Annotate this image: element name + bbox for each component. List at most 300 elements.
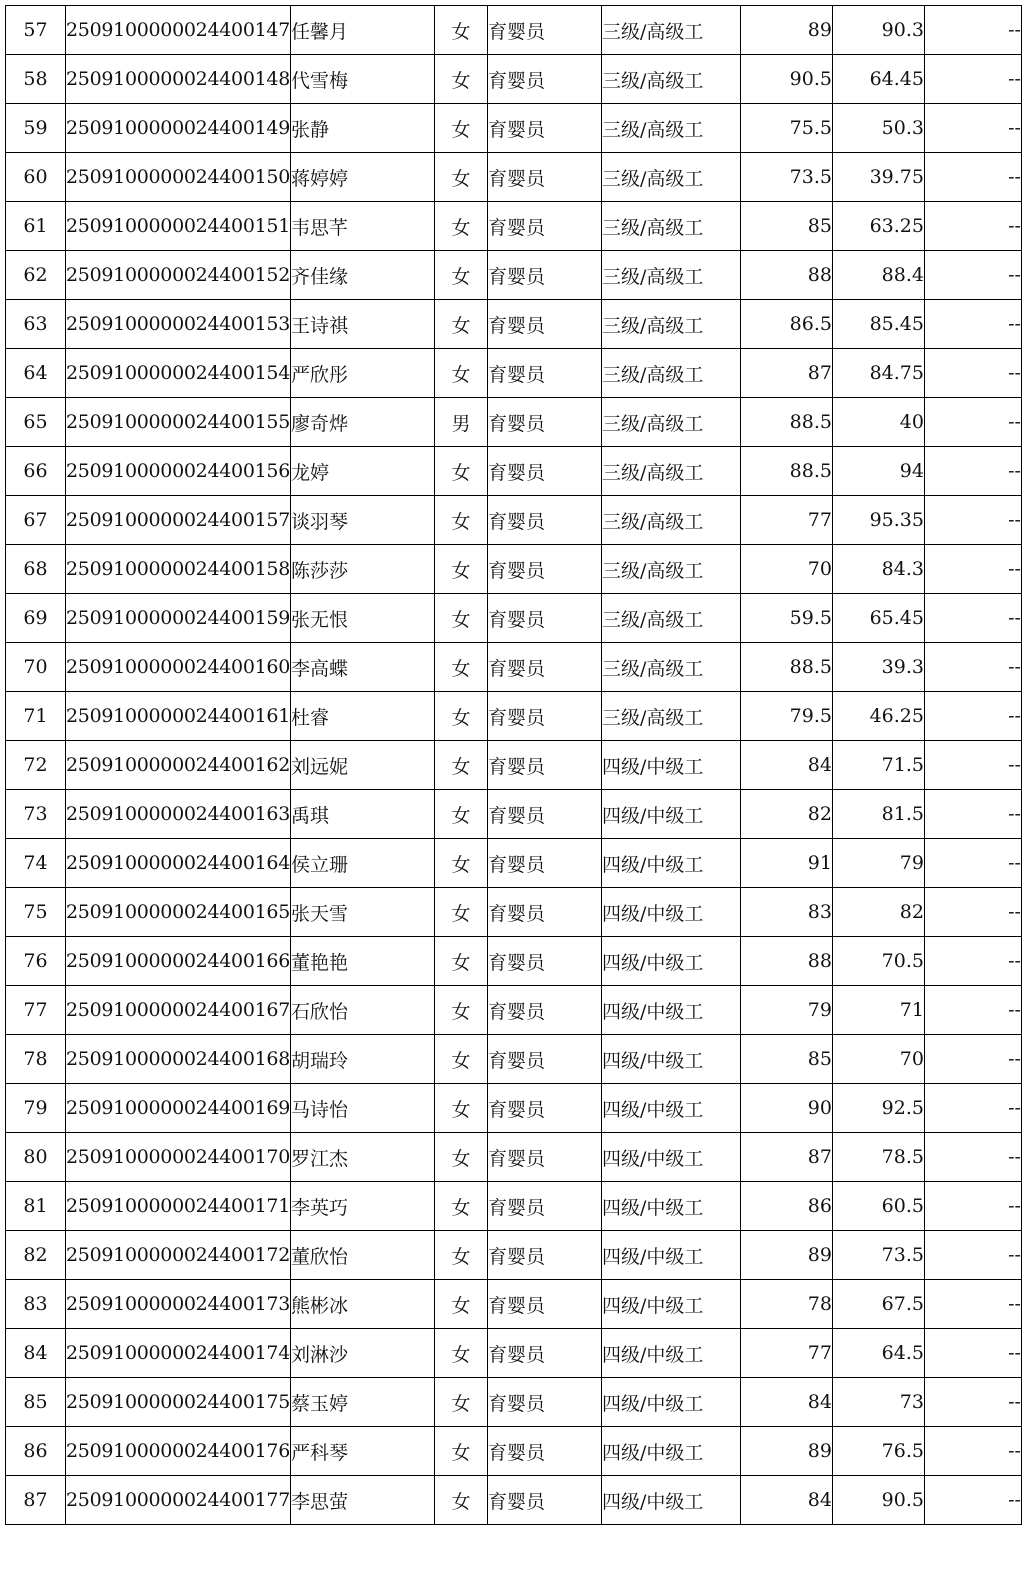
- level-cell: 三级/高级工: [601, 594, 740, 643]
- result-cell: --: [924, 6, 1021, 55]
- gender-cell: 女: [434, 1182, 487, 1231]
- result-cell: --: [924, 1427, 1021, 1476]
- occupation-cell: 育婴员: [487, 1133, 601, 1182]
- occupation-cell: 育婴员: [487, 349, 601, 398]
- skill-score-cell: 70: [832, 1035, 924, 1084]
- level-cell: 四级/中级工: [601, 1329, 740, 1378]
- occupation-cell: 育婴员: [487, 545, 601, 594]
- occupation-cell: 育婴员: [487, 594, 601, 643]
- skill-score-cell: 84.75: [832, 349, 924, 398]
- skill-score-cell: 78.5: [832, 1133, 924, 1182]
- row-number-cell: 75: [6, 888, 66, 937]
- occupation-cell: 育婴员: [487, 1035, 601, 1084]
- row-number-cell: 69: [6, 594, 66, 643]
- row-number-cell: 79: [6, 1084, 66, 1133]
- result-cell: --: [924, 398, 1021, 447]
- table-row: [6, 398, 1022, 447]
- certificate-number-cell: 2509100000024400166: [66, 937, 291, 986]
- table-row: [6, 643, 1022, 692]
- skill-score-cell: 65.45: [832, 594, 924, 643]
- certificate-number-cell: 2509100000024400156: [66, 447, 291, 496]
- occupation-cell: 育婴员: [487, 790, 601, 839]
- occupation-cell: 育婴员: [487, 1476, 601, 1525]
- name-cell: 严欣彤: [290, 349, 434, 398]
- occupation-cell: 育婴员: [487, 1329, 601, 1378]
- skill-score-cell: 90.5: [832, 1476, 924, 1525]
- level-cell: 四级/中级工: [601, 888, 740, 937]
- result-cell: --: [924, 1378, 1021, 1427]
- certificate-number-cell: 2509100000024400149: [66, 104, 291, 153]
- gender-cell: 女: [434, 937, 487, 986]
- table-row: [6, 104, 1022, 153]
- table-row: [6, 692, 1022, 741]
- name-cell: 王诗祺: [290, 300, 434, 349]
- gender-cell: 女: [434, 104, 487, 153]
- gender-cell: 女: [434, 1133, 487, 1182]
- theory-score-cell: 89: [740, 6, 832, 55]
- name-cell: 熊彬冰: [290, 1280, 434, 1329]
- row-number-cell: 58: [6, 55, 66, 104]
- theory-score-cell: 88.5: [740, 398, 832, 447]
- level-cell: 三级/高级工: [601, 55, 740, 104]
- theory-score-cell: 87: [740, 1133, 832, 1182]
- table-row: [6, 1329, 1022, 1378]
- skill-score-cell: 60.5: [832, 1182, 924, 1231]
- theory-score-cell: 85: [740, 1035, 832, 1084]
- gender-cell: 女: [434, 1084, 487, 1133]
- theory-score-cell: 88: [740, 937, 832, 986]
- certificate-number-cell: 2509100000024400154: [66, 349, 291, 398]
- row-number-cell: 84: [6, 1329, 66, 1378]
- row-number-cell: 71: [6, 692, 66, 741]
- row-number-cell: 83: [6, 1280, 66, 1329]
- certificate-number-cell: 2509100000024400155: [66, 398, 291, 447]
- occupation-cell: 育婴员: [487, 398, 601, 447]
- gender-cell: 女: [434, 692, 487, 741]
- name-cell: 严科琴: [290, 1427, 434, 1476]
- skill-score-cell: 64.45: [832, 55, 924, 104]
- result-cell: --: [924, 1476, 1021, 1525]
- result-cell: --: [924, 55, 1021, 104]
- row-number-cell: 64: [6, 349, 66, 398]
- table-row: [6, 251, 1022, 300]
- gender-cell: 女: [434, 202, 487, 251]
- row-number-cell: 59: [6, 104, 66, 153]
- gender-cell: 女: [434, 55, 487, 104]
- skill-score-cell: 85.45: [832, 300, 924, 349]
- skill-score-cell: 88.4: [832, 251, 924, 300]
- name-cell: 杜睿: [290, 692, 434, 741]
- gender-cell: 女: [434, 545, 487, 594]
- result-cell: --: [924, 1329, 1021, 1378]
- gender-cell: 女: [434, 447, 487, 496]
- row-number-cell: 76: [6, 937, 66, 986]
- level-cell: 四级/中级工: [601, 1231, 740, 1280]
- name-cell: 董艳艳: [290, 937, 434, 986]
- name-cell: 禹琪: [290, 790, 434, 839]
- theory-score-cell: 79.5: [740, 692, 832, 741]
- gender-cell: 女: [434, 1427, 487, 1476]
- skill-score-cell: 79: [832, 839, 924, 888]
- skill-score-cell: 70.5: [832, 937, 924, 986]
- gender-cell: 女: [434, 839, 487, 888]
- row-number-cell: 78: [6, 1035, 66, 1084]
- result-cell: --: [924, 202, 1021, 251]
- gender-cell: 男: [434, 398, 487, 447]
- certificate-number-cell: 2509100000024400148: [66, 55, 291, 104]
- row-number-cell: 85: [6, 1378, 66, 1427]
- name-cell: 李思萤: [290, 1476, 434, 1525]
- result-cell: --: [924, 1035, 1021, 1084]
- occupation-cell: 育婴员: [487, 1231, 601, 1280]
- results-table-body: [6, 6, 1022, 1525]
- occupation-cell: 育婴员: [487, 55, 601, 104]
- gender-cell: 女: [434, 153, 487, 202]
- level-cell: 四级/中级工: [601, 1035, 740, 1084]
- table-row: [6, 1035, 1022, 1084]
- row-number-cell: 72: [6, 741, 66, 790]
- name-cell: 罗江杰: [290, 1133, 434, 1182]
- certificate-number-cell: 2509100000024400159: [66, 594, 291, 643]
- certificate-number-cell: 2509100000024400173: [66, 1280, 291, 1329]
- result-cell: --: [924, 839, 1021, 888]
- table-row: [6, 300, 1022, 349]
- occupation-cell: 育婴员: [487, 692, 601, 741]
- skill-score-cell: 40: [832, 398, 924, 447]
- row-number-cell: 80: [6, 1133, 66, 1182]
- theory-score-cell: 88.5: [740, 643, 832, 692]
- level-cell: 三级/高级工: [601, 447, 740, 496]
- result-cell: --: [924, 643, 1021, 692]
- table-row: [6, 1476, 1022, 1525]
- result-cell: --: [924, 692, 1021, 741]
- result-cell: --: [924, 545, 1021, 594]
- row-number-cell: 87: [6, 1476, 66, 1525]
- level-cell: 三级/高级工: [601, 251, 740, 300]
- certificate-number-cell: 2509100000024400151: [66, 202, 291, 251]
- name-cell: 刘远妮: [290, 741, 434, 790]
- skill-score-cell: 71.5: [832, 741, 924, 790]
- table-row: [6, 1231, 1022, 1280]
- occupation-cell: 育婴员: [487, 496, 601, 545]
- skill-score-cell: 46.25: [832, 692, 924, 741]
- skill-score-cell: 63.25: [832, 202, 924, 251]
- theory-score-cell: 82: [740, 790, 832, 839]
- level-cell: 三级/高级工: [601, 202, 740, 251]
- table-row: [6, 1378, 1022, 1427]
- skill-score-cell: 50.3: [832, 104, 924, 153]
- row-number-cell: 57: [6, 6, 66, 55]
- row-number-cell: 86: [6, 1427, 66, 1476]
- result-cell: --: [924, 251, 1021, 300]
- theory-score-cell: 88: [740, 251, 832, 300]
- certificate-number-cell: 2509100000024400150: [66, 153, 291, 202]
- row-number-cell: 67: [6, 496, 66, 545]
- table-row: [6, 790, 1022, 839]
- certificate-number-cell: 2509100000024400157: [66, 496, 291, 545]
- skill-score-cell: 94: [832, 447, 924, 496]
- gender-cell: 女: [434, 1280, 487, 1329]
- table-row: [6, 496, 1022, 545]
- table-row: [6, 937, 1022, 986]
- level-cell: 三级/高级工: [601, 496, 740, 545]
- row-number-cell: 70: [6, 643, 66, 692]
- occupation-cell: 育婴员: [487, 1084, 601, 1133]
- level-cell: 三级/高级工: [601, 643, 740, 692]
- row-number-cell: 60: [6, 153, 66, 202]
- theory-score-cell: 78: [740, 1280, 832, 1329]
- name-cell: 张天雪: [290, 888, 434, 937]
- occupation-cell: 育婴员: [487, 1182, 601, 1231]
- name-cell: 李高蝶: [290, 643, 434, 692]
- theory-score-cell: 84: [740, 741, 832, 790]
- table-row: [6, 545, 1022, 594]
- name-cell: 张静: [290, 104, 434, 153]
- skill-score-cell: 73.5: [832, 1231, 924, 1280]
- table-row: [6, 349, 1022, 398]
- row-number-cell: 66: [6, 447, 66, 496]
- gender-cell: 女: [434, 1329, 487, 1378]
- name-cell: 陈莎莎: [290, 545, 434, 594]
- level-cell: 四级/中级工: [601, 839, 740, 888]
- skill-score-cell: 64.5: [832, 1329, 924, 1378]
- level-cell: 四级/中级工: [601, 1182, 740, 1231]
- row-number-cell: 81: [6, 1182, 66, 1231]
- gender-cell: 女: [434, 349, 487, 398]
- skill-score-cell: 84.3: [832, 545, 924, 594]
- skill-score-cell: 92.5: [832, 1084, 924, 1133]
- certificate-number-cell: 2509100000024400176: [66, 1427, 291, 1476]
- certificate-number-cell: 2509100000024400174: [66, 1329, 291, 1378]
- table-row: [6, 1427, 1022, 1476]
- name-cell: 龙婷: [290, 447, 434, 496]
- gender-cell: 女: [434, 594, 487, 643]
- level-cell: 三级/高级工: [601, 398, 740, 447]
- table-row: [6, 888, 1022, 937]
- occupation-cell: 育婴员: [487, 202, 601, 251]
- result-cell: --: [924, 104, 1021, 153]
- occupation-cell: 育婴员: [487, 104, 601, 153]
- table-row: [6, 1084, 1022, 1133]
- level-cell: 三级/高级工: [601, 153, 740, 202]
- gender-cell: 女: [434, 6, 487, 55]
- skill-score-cell: 82: [832, 888, 924, 937]
- theory-score-cell: 87: [740, 349, 832, 398]
- theory-score-cell: 90.5: [740, 55, 832, 104]
- theory-score-cell: 83: [740, 888, 832, 937]
- gender-cell: 女: [434, 643, 487, 692]
- level-cell: 三级/高级工: [601, 104, 740, 153]
- row-number-cell: 82: [6, 1231, 66, 1280]
- row-number-cell: 65: [6, 398, 66, 447]
- certificate-number-cell: 2509100000024400160: [66, 643, 291, 692]
- gender-cell: 女: [434, 790, 487, 839]
- row-number-cell: 61: [6, 202, 66, 251]
- name-cell: 任馨月: [290, 6, 434, 55]
- gender-cell: 女: [434, 741, 487, 790]
- occupation-cell: 育婴员: [487, 447, 601, 496]
- level-cell: 三级/高级工: [601, 545, 740, 594]
- result-cell: --: [924, 594, 1021, 643]
- certificate-number-cell: 2509100000024400147: [66, 6, 291, 55]
- result-cell: --: [924, 1182, 1021, 1231]
- row-number-cell: 63: [6, 300, 66, 349]
- row-number-cell: 68: [6, 545, 66, 594]
- name-cell: 齐佳缘: [290, 251, 434, 300]
- gender-cell: 女: [434, 1476, 487, 1525]
- level-cell: 三级/高级工: [601, 300, 740, 349]
- theory-score-cell: 84: [740, 1476, 832, 1525]
- theory-score-cell: 89: [740, 1231, 832, 1280]
- name-cell: 谈羽琴: [290, 496, 434, 545]
- certificate-number-cell: 2509100000024400165: [66, 888, 291, 937]
- table-row: [6, 839, 1022, 888]
- table-row: [6, 1133, 1022, 1182]
- name-cell: 廖奇烨: [290, 398, 434, 447]
- name-cell: 刘淋沙: [290, 1329, 434, 1378]
- certificate-number-cell: 2509100000024400162: [66, 741, 291, 790]
- certificate-number-cell: 2509100000024400170: [66, 1133, 291, 1182]
- name-cell: 石欣怡: [290, 986, 434, 1035]
- skill-score-cell: 73: [832, 1378, 924, 1427]
- theory-score-cell: 77: [740, 1329, 832, 1378]
- level-cell: 四级/中级工: [601, 1476, 740, 1525]
- row-number-cell: 73: [6, 790, 66, 839]
- certificate-number-cell: 2509100000024400161: [66, 692, 291, 741]
- gender-cell: 女: [434, 888, 487, 937]
- occupation-cell: 育婴员: [487, 251, 601, 300]
- table-row: [6, 6, 1022, 55]
- theory-score-cell: 90: [740, 1084, 832, 1133]
- certificate-number-cell: 2509100000024400172: [66, 1231, 291, 1280]
- name-cell: 李英巧: [290, 1182, 434, 1231]
- result-cell: --: [924, 986, 1021, 1035]
- occupation-cell: 育婴员: [487, 937, 601, 986]
- occupation-cell: 育婴员: [487, 839, 601, 888]
- level-cell: 三级/高级工: [601, 6, 740, 55]
- level-cell: 四级/中级工: [601, 1427, 740, 1476]
- theory-score-cell: 73.5: [740, 153, 832, 202]
- table-row: [6, 55, 1022, 104]
- row-number-cell: 74: [6, 839, 66, 888]
- gender-cell: 女: [434, 1378, 487, 1427]
- theory-score-cell: 86: [740, 1182, 832, 1231]
- name-cell: 蔡玉婷: [290, 1378, 434, 1427]
- level-cell: 四级/中级工: [601, 1378, 740, 1427]
- occupation-cell: 育婴员: [487, 1427, 601, 1476]
- certificate-number-cell: 2509100000024400167: [66, 986, 291, 1035]
- table-row: [6, 447, 1022, 496]
- occupation-cell: 育婴员: [487, 6, 601, 55]
- level-cell: 四级/中级工: [601, 790, 740, 839]
- occupation-cell: 育婴员: [487, 1378, 601, 1427]
- occupation-cell: 育婴员: [487, 986, 601, 1035]
- certificate-number-cell: 2509100000024400164: [66, 839, 291, 888]
- occupation-cell: 育婴员: [487, 741, 601, 790]
- level-cell: 四级/中级工: [601, 937, 740, 986]
- result-cell: --: [924, 349, 1021, 398]
- theory-score-cell: 79: [740, 986, 832, 1035]
- table-row: [6, 986, 1022, 1035]
- skill-score-cell: 71: [832, 986, 924, 1035]
- certificate-number-cell: 2509100000024400152: [66, 251, 291, 300]
- level-cell: 四级/中级工: [601, 986, 740, 1035]
- table-row: [6, 741, 1022, 790]
- theory-score-cell: 88.5: [740, 447, 832, 496]
- theory-score-cell: 86.5: [740, 300, 832, 349]
- result-cell: --: [924, 937, 1021, 986]
- table-row: [6, 202, 1022, 251]
- result-cell: --: [924, 1231, 1021, 1280]
- result-cell: --: [924, 1280, 1021, 1329]
- skill-score-cell: 67.5: [832, 1280, 924, 1329]
- level-cell: 四级/中级工: [601, 1280, 740, 1329]
- theory-score-cell: 70: [740, 545, 832, 594]
- name-cell: 代雪梅: [290, 55, 434, 104]
- certificate-number-cell: 2509100000024400168: [66, 1035, 291, 1084]
- result-cell: --: [924, 300, 1021, 349]
- level-cell: 三级/高级工: [601, 692, 740, 741]
- occupation-cell: 育婴员: [487, 153, 601, 202]
- row-number-cell: 77: [6, 986, 66, 1035]
- result-cell: --: [924, 790, 1021, 839]
- occupation-cell: 育婴员: [487, 643, 601, 692]
- occupation-cell: 育婴员: [487, 300, 601, 349]
- theory-score-cell: 77: [740, 496, 832, 545]
- skill-score-cell: 39.75: [832, 153, 924, 202]
- theory-score-cell: 75.5: [740, 104, 832, 153]
- table-row: [6, 594, 1022, 643]
- table-row: [6, 1280, 1022, 1329]
- name-cell: 董欣怡: [290, 1231, 434, 1280]
- gender-cell: 女: [434, 986, 487, 1035]
- result-cell: --: [924, 447, 1021, 496]
- row-number-cell: 62: [6, 251, 66, 300]
- theory-score-cell: 91: [740, 839, 832, 888]
- skill-score-cell: 95.35: [832, 496, 924, 545]
- result-cell: --: [924, 153, 1021, 202]
- theory-score-cell: 59.5: [740, 594, 832, 643]
- level-cell: 四级/中级工: [601, 1133, 740, 1182]
- skill-score-cell: 81.5: [832, 790, 924, 839]
- level-cell: 三级/高级工: [601, 349, 740, 398]
- result-cell: --: [924, 496, 1021, 545]
- table-row: [6, 153, 1022, 202]
- level-cell: 四级/中级工: [601, 1084, 740, 1133]
- certificate-number-cell: 2509100000024400163: [66, 790, 291, 839]
- gender-cell: 女: [434, 1035, 487, 1084]
- certificate-number-cell: 2509100000024400169: [66, 1084, 291, 1133]
- certificate-number-cell: 2509100000024400153: [66, 300, 291, 349]
- result-cell: --: [924, 1084, 1021, 1133]
- name-cell: 蒋婷婷: [290, 153, 434, 202]
- gender-cell: 女: [434, 1231, 487, 1280]
- occupation-cell: 育婴员: [487, 1280, 601, 1329]
- result-cell: --: [924, 1133, 1021, 1182]
- name-cell: 侯立珊: [290, 839, 434, 888]
- skill-score-cell: 76.5: [832, 1427, 924, 1476]
- table-row: [6, 1182, 1022, 1231]
- certificate-number-cell: 2509100000024400175: [66, 1378, 291, 1427]
- result-cell: --: [924, 888, 1021, 937]
- certificate-number-cell: 2509100000024400177: [66, 1476, 291, 1525]
- theory-score-cell: 89: [740, 1427, 832, 1476]
- certificate-number-cell: 2509100000024400171: [66, 1182, 291, 1231]
- occupation-cell: 育婴员: [487, 888, 601, 937]
- results-table: [5, 5, 1022, 1525]
- name-cell: 胡瑞玲: [290, 1035, 434, 1084]
- result-cell: --: [924, 741, 1021, 790]
